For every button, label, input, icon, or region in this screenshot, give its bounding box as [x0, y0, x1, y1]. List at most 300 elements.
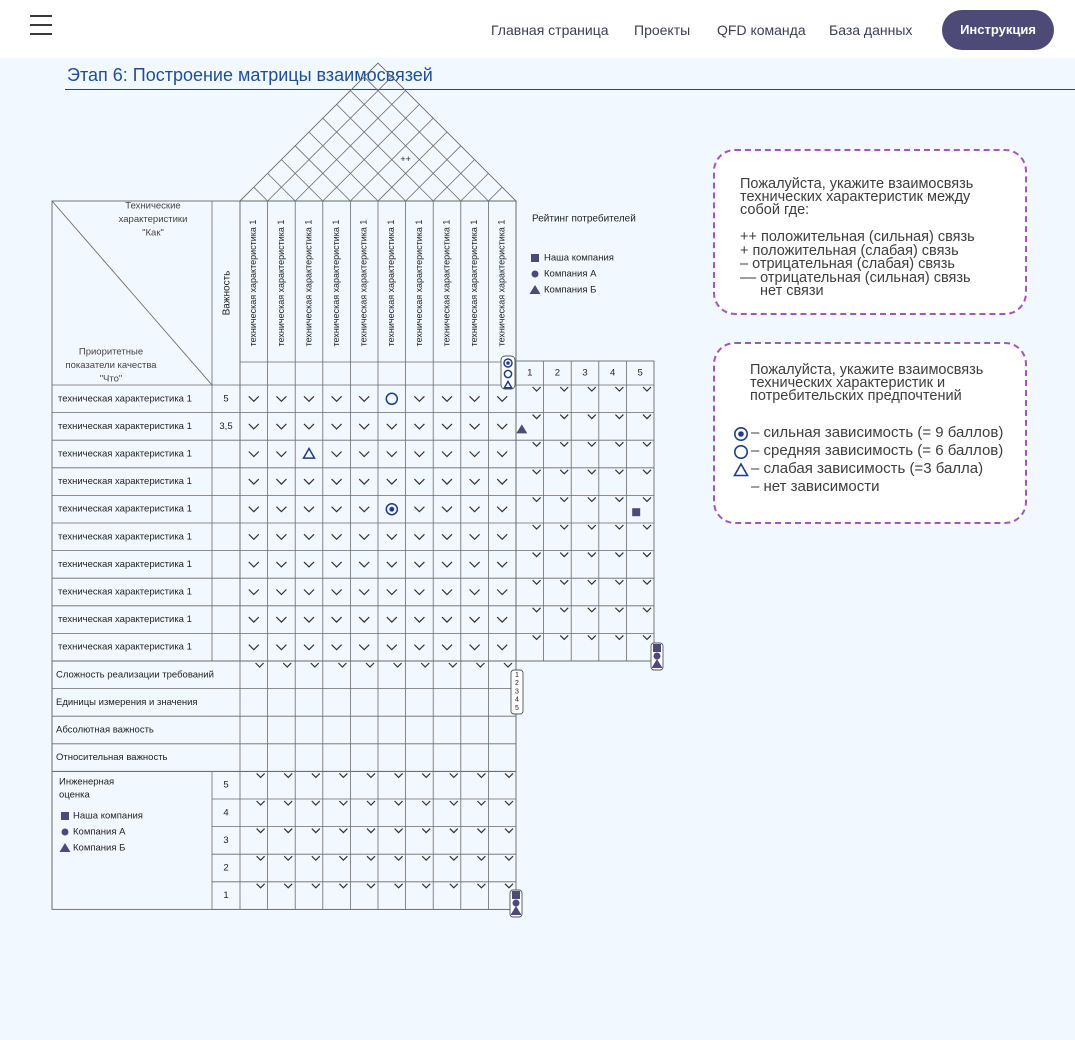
- rating-dropdown-r6-c2[interactable]: [560, 525, 568, 529]
- rating-legend-triangle-icon: [530, 285, 541, 294]
- rating-legend-2: Компания А: [544, 268, 597, 280]
- rating-dropdown-r1-c3[interactable]: [588, 387, 596, 391]
- rating-dropdown-r10-c3[interactable]: [588, 635, 596, 639]
- tech-column-header-5: техническая характеристика 1: [358, 219, 369, 347]
- rating-dropdown-r10-c2[interactable]: [560, 635, 568, 639]
- bottom-row-label-3: Абсолютная важность: [56, 724, 154, 736]
- rating-dropdown-r9-c2[interactable]: [560, 608, 568, 612]
- nav-projects[interactable]: Проекты: [634, 22, 691, 38]
- rating-dropdown-r10-c5[interactable]: [643, 635, 651, 639]
- relationship-dropdown-r5-c1[interactable]: [249, 507, 259, 512]
- rating-dropdown-r3-c4[interactable]: [615, 442, 623, 446]
- relationship-dropdown-r3-c5[interactable]: [359, 452, 369, 457]
- engineering-dropdown-s5-c4[interactable]: [339, 773, 347, 777]
- relationship-dropdown-r6-c3[interactable]: [304, 534, 314, 539]
- relationship-dropdown-r2-c5[interactable]: [359, 424, 369, 429]
- relationship-dropdown-r7-c2[interactable]: [276, 562, 286, 567]
- relationship-dropdown-r6-c4[interactable]: [332, 534, 342, 539]
- rating-dropdown-r6-c1[interactable]: [533, 525, 541, 529]
- relationship-dropdown-r8-c6[interactable]: [387, 590, 397, 595]
- difficulty-dropdown-c2[interactable]: [283, 663, 291, 667]
- relationship-dropdown-r7-c5[interactable]: [359, 562, 369, 567]
- legend-strong-positive: ++ положительная (сильная) связь: [740, 229, 975, 245]
- difficulty-scale-4: 4: [515, 696, 519, 704]
- relationship-dropdown-r4-c1[interactable]: [249, 479, 259, 484]
- row-label-4: техническая характеристика 1: [58, 476, 192, 488]
- importance-header: Важность: [221, 270, 233, 316]
- rating-dropdown-r5-c2[interactable]: [560, 497, 568, 501]
- relationship-dropdown-r9-c6[interactable]: [387, 617, 397, 622]
- engineering-score-4: 4: [223, 807, 229, 819]
- relationship-dropdown-r5-c5[interactable]: [359, 507, 369, 512]
- relationship-dropdown-r3-c1[interactable]: [249, 452, 259, 457]
- rating-palette-dot-icon: [654, 653, 661, 660]
- relationship-dropdown-r2-c3[interactable]: [304, 424, 314, 429]
- relationship-dropdown-r10-c9[interactable]: [470, 645, 480, 650]
- rating-dropdown-r2-c1[interactable]: [533, 415, 541, 419]
- corner-whats-label-line: "Что": [99, 373, 123, 385]
- nav-qfd-team[interactable]: QFD команда: [717, 22, 806, 38]
- engineering-score-3: 3: [223, 834, 229, 846]
- relationship-dropdown-r8-c8[interactable]: [442, 590, 452, 595]
- relationship-dropdown-r3-c4[interactable]: [332, 452, 342, 457]
- relationship-dropdown-r2-c4[interactable]: [332, 424, 342, 429]
- rating-dropdown-r7-c2[interactable]: [560, 553, 568, 557]
- engineering-legend-3: Компания Б: [73, 842, 126, 854]
- relationship-dropdown-r2-c7[interactable]: [414, 424, 424, 429]
- engineering-dropdown-s3-c1[interactable]: [257, 829, 265, 833]
- relationship-dropdown-r10-c10[interactable]: [497, 645, 507, 650]
- engineering-dropdown-s5-c5[interactable]: [367, 773, 375, 777]
- difficulty-dropdown-c8[interactable]: [449, 663, 457, 667]
- engineering-legend-2: Компания А: [73, 826, 126, 838]
- relationship-dropdown-r4-c7[interactable]: [414, 479, 424, 484]
- relationship-dropdown-r5-c3[interactable]: [304, 507, 314, 512]
- relationship-mark-r3-c3: [304, 449, 315, 459]
- info-box-2-heading-line-3: потребительских предпочтений: [750, 388, 962, 404]
- engineering-dropdown-s2-c8[interactable]: [450, 856, 458, 860]
- engineering-palette-dot-icon: [513, 900, 520, 907]
- relationship-dropdown-r1-c9[interactable]: [470, 396, 480, 401]
- engineering-dropdown-s3-c10[interactable]: [505, 829, 513, 833]
- rating-title: Рейтинг потребителей: [532, 213, 636, 225]
- corner-hows-label-line: "Как": [142, 227, 164, 239]
- rating-mark-r2-c1: [516, 424, 527, 433]
- relationship-dropdown-r6-c9[interactable]: [470, 534, 480, 539]
- rating-dropdown-r2-c2[interactable]: [560, 415, 568, 419]
- engineering-score-5: 5: [223, 779, 229, 791]
- rating-dropdown-r2-c3[interactable]: [588, 415, 596, 419]
- difficulty-dropdown-c1[interactable]: [256, 663, 264, 667]
- palette-dot-circle-icon-dot: [506, 361, 510, 365]
- rating-dropdown-r9-c3[interactable]: [588, 608, 596, 612]
- rating-dropdown-r3-c5[interactable]: [643, 442, 651, 446]
- relationship-dropdown-r5-c10[interactable]: [497, 507, 507, 512]
- engineering-dropdown-s2-c10[interactable]: [505, 856, 513, 860]
- relationship-mark-r1-c6: [386, 393, 397, 404]
- info-box-1-heading-line-1: Пожалуйста, укажите взаимосвязь: [740, 176, 974, 192]
- engineering-dropdown-s2-c7[interactable]: [422, 856, 430, 860]
- engineering-dropdown-s1-c8[interactable]: [450, 884, 458, 888]
- rating-scale-4: 4: [609, 367, 616, 379]
- engineering-dropdown-s1-c3[interactable]: [312, 884, 320, 888]
- relationship-dropdown-r1-c1[interactable]: [249, 396, 259, 401]
- legend-weak-dependency: – слабая зависимость (=3 балла): [751, 460, 984, 477]
- rating-dropdown-r8-c4[interactable]: [615, 580, 623, 584]
- rating-scale-5: 5: [637, 367, 643, 379]
- engineering-dropdown-s3-c9[interactable]: [477, 829, 485, 833]
- row-label-1: техническая характеристика 1: [58, 393, 192, 405]
- difficulty-dropdown-c6[interactable]: [394, 663, 402, 667]
- corner-hows-label-line: характеристики: [118, 214, 188, 226]
- engineering-label-line: оценка: [59, 789, 90, 801]
- engineering-legend-square-icon: [61, 812, 69, 820]
- engineering-dropdown-s4-c6[interactable]: [395, 801, 403, 805]
- row-label-5: техническая характеристика 1: [58, 503, 192, 515]
- relationship-dropdown-r3-c2[interactable]: [276, 452, 286, 457]
- difficulty-scale-1: 1: [515, 671, 519, 679]
- engineering-frame: [52, 771, 516, 909]
- engineering-dropdown-s3-c4[interactable]: [339, 829, 347, 833]
- relationship-dropdown-r10-c2[interactable]: [276, 645, 286, 650]
- roof-grid-line: [309, 132, 378, 201]
- relationship-dropdown-r10-c1[interactable]: [249, 645, 259, 650]
- relationship-dropdown-r7-c6[interactable]: [387, 562, 397, 567]
- circle-icon: [733, 444, 749, 460]
- engineering-dropdown-s1-c7[interactable]: [422, 884, 430, 888]
- legend-strong-negative: –– отрицательная (сильная) связь: [740, 270, 971, 286]
- engineering-dropdown-s5-c8[interactable]: [450, 773, 458, 777]
- corner-hows-label-line: Технические: [125, 200, 181, 212]
- relationship-dropdown-r1-c2[interactable]: [276, 396, 286, 401]
- rating-palette-square-icon: [653, 644, 661, 652]
- engineering-dropdown-s5-c10[interactable]: [505, 773, 513, 777]
- relationship-dropdown-r7-c9[interactable]: [470, 562, 480, 567]
- rating-legend-dot-icon: [532, 271, 539, 278]
- relationship-dropdown-r4-c8[interactable]: [442, 479, 452, 484]
- rating-dropdown-r8-c3[interactable]: [588, 580, 596, 584]
- engineering-legend-1: Наша компания: [73, 810, 143, 822]
- engineering-dropdown-s4-c9[interactable]: [477, 801, 485, 805]
- legend-medium-dependency: – средняя зависимость (= 6 баллов): [751, 442, 1004, 459]
- difficulty-dropdown-c5[interactable]: [366, 663, 374, 667]
- info-box-2-heading-line-2: технических характеристик и: [750, 375, 946, 391]
- relationship-dropdown-r5-c7[interactable]: [414, 507, 424, 512]
- rating-dropdown-r4-c5[interactable]: [643, 470, 651, 474]
- relationship-dropdown-r7-c7[interactable]: [414, 562, 424, 567]
- engineering-dropdown-s5-c3[interactable]: [312, 773, 320, 777]
- tech-column-header-7: техническая характеристика 1: [413, 219, 424, 347]
- symbol-palette[interactable]: [501, 356, 515, 389]
- engineering-dropdown-s2-c9[interactable]: [477, 856, 485, 860]
- rating-dropdown-r3-c1[interactable]: [533, 442, 541, 446]
- engineering-dropdown-s2-c3[interactable]: [312, 856, 320, 860]
- relationship-dropdown-r4-c4[interactable]: [332, 479, 342, 484]
- rating-legend-1: Наша компания: [544, 252, 614, 264]
- relationship-dropdown-r4-c10[interactable]: [497, 479, 507, 484]
- legend-no-relation: нет связи: [760, 283, 824, 299]
- rating-dropdown-r6-c5[interactable]: [643, 525, 651, 529]
- relationship-dropdown-r4-c6[interactable]: [387, 479, 397, 484]
- engineering-dropdown-s3-c7[interactable]: [422, 829, 430, 833]
- row-label-7: техническая характеристика 1: [58, 558, 192, 570]
- relationship-dropdown-r1-c3[interactable]: [304, 396, 314, 401]
- rating-dropdown-r8-c1[interactable]: [533, 580, 541, 584]
- relationship-dropdown-r9-c10[interactable]: [497, 617, 507, 622]
- rating-dropdown-r2-c4[interactable]: [615, 415, 623, 419]
- engineering-dropdown-s5-c2[interactable]: [284, 773, 292, 777]
- engineering-dropdown-s4-c2[interactable]: [284, 801, 292, 805]
- bottom-row-label-1: Сложность реализации требований: [56, 669, 214, 681]
- relationship-dropdown-r2-c1[interactable]: [249, 424, 259, 429]
- engineering-dropdown-s1-c9[interactable]: [477, 884, 485, 888]
- engineering-dropdown-s4-c5[interactable]: [367, 801, 375, 805]
- relationship-dropdown-r4-c9[interactable]: [470, 479, 480, 484]
- corner-whats-label-line: показатели качества: [65, 360, 157, 372]
- engineering-dropdown-s1-c4[interactable]: [339, 884, 347, 888]
- engineering-dropdown-s3-c2[interactable]: [284, 829, 292, 833]
- hamburger-menu-icon[interactable]: [30, 15, 52, 39]
- relationship-dropdown-r3-c8[interactable]: [442, 452, 452, 457]
- roof-grid-line: [254, 187, 268, 201]
- rating-dropdown-r9-c5[interactable]: [643, 608, 651, 612]
- relationship-dropdown-r7-c8[interactable]: [442, 562, 452, 567]
- engineering-dropdown-s1-c10[interactable]: [505, 884, 513, 888]
- relationship-dropdown-r6-c7[interactable]: [414, 534, 424, 539]
- relationship-dropdown-r6-c8[interactable]: [442, 534, 452, 539]
- engineering-dropdown-s1-c2[interactable]: [284, 884, 292, 888]
- relationship-dropdown-r9-c2[interactable]: [276, 617, 286, 622]
- relationship-dropdown-r6-c1[interactable]: [249, 534, 259, 539]
- relationship-dropdown-r9-c7[interactable]: [414, 617, 424, 622]
- tech-column-header-4: техническая характеристика 1: [330, 219, 341, 347]
- engineering-dropdown-s4-c1[interactable]: [257, 801, 265, 805]
- relationship-dropdown-r9-c3[interactable]: [304, 617, 314, 622]
- relationship-dropdown-r10-c6[interactable]: [387, 645, 397, 650]
- engineering-dropdown-s2-c1[interactable]: [257, 856, 265, 860]
- bottom-row-label-4: Относительная важность: [56, 752, 168, 764]
- dot-circle-icon: [733, 426, 749, 442]
- rating-dropdown-r7-c1[interactable]: [533, 553, 541, 557]
- relationship-dropdown-r10-c8[interactable]: [442, 645, 452, 650]
- relationship-dropdown-r3-c6[interactable]: [387, 452, 397, 457]
- difficulty-dropdown-c9[interactable]: [476, 663, 484, 667]
- relationship-dropdown-r8-c9[interactable]: [470, 590, 480, 595]
- relationship-dropdown-r7-c4[interactable]: [332, 562, 342, 567]
- relationship-dropdown-r10-c4[interactable]: [332, 645, 342, 650]
- rating-dropdown-r1-c2[interactable]: [560, 387, 568, 391]
- relationship-dropdown-r6-c5[interactable]: [359, 534, 369, 539]
- relationship-dropdown-r2-c6[interactable]: [387, 424, 397, 429]
- rating-dropdown-r3-c3[interactable]: [588, 442, 596, 446]
- rating-dropdown-r7-c4[interactable]: [615, 553, 623, 557]
- rating-dropdown-r8-c5[interactable]: [643, 580, 651, 584]
- relationship-dropdown-r3-c7[interactable]: [414, 452, 424, 457]
- difficulty-dropdown-c3[interactable]: [311, 663, 319, 667]
- relationship-dropdown-r3-c9[interactable]: [470, 452, 480, 457]
- info-box-relationship-legend: [713, 342, 1027, 524]
- engineering-dropdown-s4-c8[interactable]: [450, 801, 458, 805]
- rating-scale-1: 1: [527, 367, 533, 379]
- relationship-dropdown-r2-c2[interactable]: [276, 424, 286, 429]
- rating-dropdown-r5-c3[interactable]: [588, 497, 596, 501]
- engineering-dropdown-s4-c10[interactable]: [505, 801, 513, 805]
- roof-grid-line: [337, 104, 434, 201]
- relationship-dropdown-r5-c4[interactable]: [332, 507, 342, 512]
- corner-whats-label-line: Приоритетные: [78, 346, 144, 358]
- rating-dropdown-r10-c1[interactable]: [533, 635, 541, 639]
- relationship-dropdown-r9-c4[interactable]: [332, 617, 342, 622]
- relationship-dropdown-r8-c4[interactable]: [332, 590, 342, 595]
- row-importance-1: 5: [223, 393, 229, 405]
- relationship-dropdown-r9-c5[interactable]: [359, 617, 369, 622]
- relationship-dropdown-r10-c7[interactable]: [414, 645, 424, 650]
- engineering-dropdown-s3-c5[interactable]: [367, 829, 375, 833]
- row-label-9: техническая характеристика 1: [58, 614, 192, 626]
- instruction-button[interactable]: Инструкция: [942, 10, 1054, 50]
- rating-dropdown-r9-c1[interactable]: [533, 608, 541, 612]
- legend-no-dependency: – нет зависимости: [751, 478, 880, 495]
- engineering-dropdown-s2-c5[interactable]: [367, 856, 375, 860]
- relationship-dropdown-r10-c3[interactable]: [304, 645, 314, 650]
- relationship-dropdown-r2-c9[interactable]: [470, 424, 480, 429]
- relationship-dropdown-r2-c8[interactable]: [442, 424, 452, 429]
- info-box-1-heading-line-3: собой где:: [740, 202, 810, 218]
- top-bar: [0, 0, 1075, 58]
- legend-weak-positive: + положительная (слабая) связь: [740, 243, 959, 259]
- relationship-dropdown-r1-c10[interactable]: [497, 396, 507, 401]
- rating-legend-square-icon: [531, 254, 539, 262]
- engineering-dropdown-s2-c6[interactable]: [395, 856, 403, 860]
- relationship-dropdown-r1-c5[interactable]: [359, 396, 369, 401]
- relationship-dropdown-r4-c5[interactable]: [359, 479, 369, 484]
- row-importance-2: 3,5: [219, 420, 233, 432]
- roof-grid-line: [378, 132, 447, 201]
- relationship-dropdown-r7-c3[interactable]: [304, 562, 314, 567]
- rating-dropdown-r1-c1[interactable]: [533, 387, 541, 391]
- info-box-2-heading-line-1: Пожалуйста, укажите взаимосвязь: [750, 362, 984, 378]
- relationship-dropdown-r3-c10[interactable]: [497, 452, 507, 457]
- engineering-dropdown-s4-c4[interactable]: [339, 801, 347, 805]
- rating-dropdown-r9-c4[interactable]: [615, 608, 623, 612]
- rating-legend-3: Компания Б: [544, 284, 597, 296]
- engineering-dropdown-s1-c5[interactable]: [367, 884, 375, 888]
- bottom-row-label-2: Единицы измерения и значения: [56, 696, 198, 708]
- roof-grid-line: [364, 77, 488, 201]
- relationship-dropdown-r8-c3[interactable]: [304, 590, 314, 595]
- relationship-dropdown-r7-c10[interactable]: [497, 562, 507, 567]
- rating-dropdown-r7-c3[interactable]: [588, 553, 596, 557]
- relationship-dropdown-r5-c9[interactable]: [470, 507, 480, 512]
- rating-dropdown-r2-c5[interactable]: [643, 415, 651, 419]
- engineering-dropdown-s1-c6[interactable]: [395, 884, 403, 888]
- engineering-dropdown-s2-c2[interactable]: [284, 856, 292, 860]
- relationship-dropdown-r8-c1[interactable]: [249, 590, 259, 595]
- relationship-dropdown-r6-c6[interactable]: [387, 534, 397, 539]
- roof-grid-line: [488, 187, 502, 201]
- relationship-mark-r5-c6-dot: [389, 507, 394, 512]
- rating-dropdown-r1-c4[interactable]: [615, 387, 623, 391]
- engineering-dropdown-s2-c4[interactable]: [339, 856, 347, 860]
- relationship-dropdown-r9-c8[interactable]: [442, 617, 452, 622]
- engineering-dropdown-s4-c7[interactable]: [422, 801, 430, 805]
- relationship-dropdown-r2-c10[interactable]: [497, 424, 507, 429]
- difficulty-dropdown-c4[interactable]: [338, 663, 346, 667]
- relationship-dropdown-r5-c2[interactable]: [276, 507, 286, 512]
- relationship-dropdown-r4-c2[interactable]: [276, 479, 286, 484]
- rating-dropdown-r10-c4[interactable]: [615, 635, 623, 639]
- difficulty-dropdown-c7[interactable]: [421, 663, 429, 667]
- relationship-dropdown-r7-c1[interactable]: [249, 562, 259, 567]
- relationship-dropdown-r9-c9[interactable]: [470, 617, 480, 622]
- relationship-dropdown-r1-c4[interactable]: [332, 396, 342, 401]
- rating-mark-r5-c5: [632, 508, 640, 516]
- roof-grid-line: [323, 104, 420, 201]
- engineering-palette-square-icon: [512, 891, 520, 899]
- rating-dropdown-r3-c2[interactable]: [560, 442, 568, 446]
- engineering-dropdown-s3-c8[interactable]: [450, 829, 458, 833]
- relationship-dropdown-r6-c10[interactable]: [497, 534, 507, 539]
- rating-dropdown-r6-c3[interactable]: [588, 525, 596, 529]
- relationship-dropdown-r9-c1[interactable]: [249, 617, 259, 622]
- tech-column-header-6: техническая характеристика 1: [386, 219, 397, 347]
- nav-home[interactable]: Главная страница: [491, 22, 609, 38]
- engineering-dropdown-s5-c7[interactable]: [422, 773, 430, 777]
- relationship-dropdown-r8-c7[interactable]: [414, 590, 424, 595]
- difficulty-dropdown-c10[interactable]: [504, 663, 512, 667]
- engineering-dropdown-s1-c1[interactable]: [257, 884, 265, 888]
- nav-database[interactable]: База данных: [829, 22, 913, 38]
- rating-dropdown-r7-c5[interactable]: [643, 553, 651, 557]
- relationship-dropdown-r8-c10[interactable]: [497, 590, 507, 595]
- rating-dropdown-r5-c1[interactable]: [533, 497, 541, 501]
- relationship-dropdown-r1-c7[interactable]: [414, 396, 424, 401]
- engineering-score-1: 1: [223, 890, 229, 902]
- rating-dropdown-r5-c4[interactable]: [615, 497, 623, 501]
- engineering-dropdown-s3-c6[interactable]: [395, 829, 403, 833]
- relationship-dropdown-r8-c5[interactable]: [359, 590, 369, 595]
- relationship-dropdown-r10-c5[interactable]: [359, 645, 369, 650]
- tech-column-header-1: техническая характеристика 1: [248, 219, 259, 347]
- rating-dropdown-r4-c4[interactable]: [615, 470, 623, 474]
- engineering-dropdown-s3-c3[interactable]: [312, 829, 320, 833]
- engineering-dropdown-s5-c6[interactable]: [395, 773, 403, 777]
- difficulty-scale-5: 5: [515, 705, 519, 713]
- rating-dropdown-r5-c5[interactable]: [643, 497, 651, 501]
- page-title: Этап 6: Построение матрицы взаимосвязей: [67, 65, 433, 85]
- engineering-dropdown-s5-c1[interactable]: [257, 773, 265, 777]
- relationship-dropdown-r5-c8[interactable]: [442, 507, 452, 512]
- engineering-legend-triangle-icon: [60, 843, 71, 852]
- rating-dropdown-r8-c2[interactable]: [560, 580, 568, 584]
- legend-strong-dependency: – сильная зависимость (= 9 баллов): [751, 424, 1004, 441]
- rating-dropdown-r1-c5[interactable]: [643, 387, 651, 391]
- rating-dropdown-r4-c3[interactable]: [588, 470, 596, 474]
- roof-mark-0: ++: [400, 153, 411, 164]
- rating-dropdown-r4-c1[interactable]: [533, 470, 541, 474]
- engineering-dropdown-s5-c9[interactable]: [477, 773, 485, 777]
- relationship-dropdown-r8-c2[interactable]: [276, 590, 286, 595]
- rating-dropdown-r4-c2[interactable]: [560, 470, 568, 474]
- row-label-8: техническая характеристика 1: [58, 586, 192, 598]
- rating-dropdown-r6-c4[interactable]: [615, 525, 623, 529]
- tech-column-header-2: техническая характеристика 1: [275, 219, 286, 347]
- relationship-dropdown-r4-c3[interactable]: [304, 479, 314, 484]
- engineering-dropdown-s4-c3[interactable]: [312, 801, 320, 805]
- row-label-3: техническая характеристика 1: [58, 448, 192, 460]
- relationship-dropdown-r6-c2[interactable]: [276, 534, 286, 539]
- relationship-dropdown-r1-c8[interactable]: [442, 396, 452, 401]
